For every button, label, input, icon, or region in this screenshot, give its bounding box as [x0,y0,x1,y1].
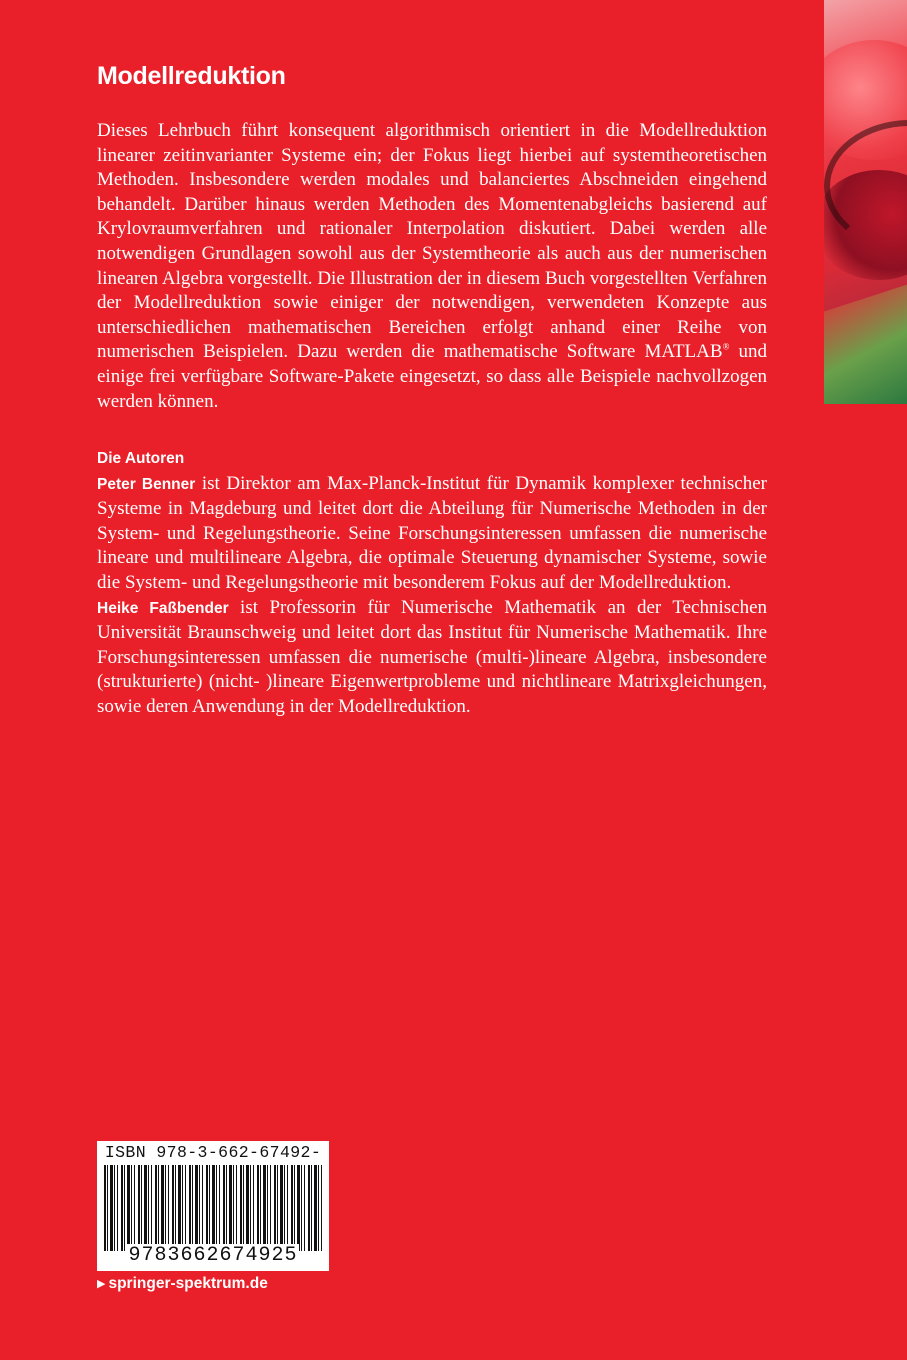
authors-section [97,447,767,720]
registered-mark: ® [722,342,730,353]
author-name: Heike Faßbender [97,599,229,617]
author-entry-benner [97,472,767,596]
authors-heading: Die Autoren [97,450,185,467]
barcode-bars [104,1165,322,1251]
publisher-website[interactable] [97,1275,268,1293]
isbn-number: ISBN 978-3-662-67492- [104,1143,322,1162]
description-paragraph [97,119,767,414]
arrow-right-icon: ▶ [97,1278,106,1290]
book-description [97,119,767,414]
isbn-barcode [97,1141,329,1271]
author-entry-fassbender [97,596,767,720]
description-text: Dieses Lehrbuch führt konsequent algorithmisch orientiert in die Modellreduktion linearer zeitinvarianter Systeme ein; der Fokus liegt hierbei auf systemtheoretischen Methoden. Insbesondere werden modales und balanciertes Abschneiden eingehend behandelt. Darüber hinaus werden Methoden des Momentenabgleichs basierend auf Krylovraumverfahren und rationaler Interpolation diskutiert. Dabei werden alle notwendigen Grundlagen sowohl aus der Systemtheorie als auch aus der numerischen linearen Algebra vorgestellt. Die Illustration der in diesem Buch vorgestellten Verfahren der Modellreduktion sowie einiger der notwendigen, verwendeten Konzepte aus unterschiedlichen mathematischen Bereichen erfolgt anhand einer Reihe von numerischen Beispielen. Dazu werden die mathematische Software MATLAB [97,120,767,363]
description-text-end: und einige frei verfügbare Software-Pakete eingesetzt, so dass alle Beispiele nachvollzogen werden können. [97,341,767,412]
ean-digits: 9783662674925 [128,1244,298,1267]
author-name: Peter Benner [97,475,196,493]
author-bio: ist Direktor am Max-Planck-Institut für Dynamik komplexer technischer Systeme in Magdeburg und leitet dort die Abteilung für Numerische Methoden in der System- und Regelungstheorie. Seine Forschungsinteressen umfassen die numerische lineare und multilineare Algebra, die optimale Steuerung dynamischer Systeme, sowie die System- und Regelungstheorie mit besonderem Fokus auf der Modellreduktion. [97,472,767,593]
cover-illustration [824,0,907,404]
ean-digits-row [97,1244,329,1267]
website-label: springer-spektrum.de [108,1275,268,1292]
illustration-green-band [824,277,907,404]
author-bio: ist Professorin für Numerische Mathematik an der Technischen Universität Braunschweig und leitet dort das Institut für Numerische Mathematik. Ihre Forschungsinteressen umfassen die numerische (multi-)lineare Algebra, insbesondere (strukturierte) (nicht- )lineare Eigenwertprobleme und nichtlineare Matrixgleichungen, sowie deren Anwendung in der Modellreduktion. [97,596,768,717]
book-title: Modellreduktion [97,62,286,90]
